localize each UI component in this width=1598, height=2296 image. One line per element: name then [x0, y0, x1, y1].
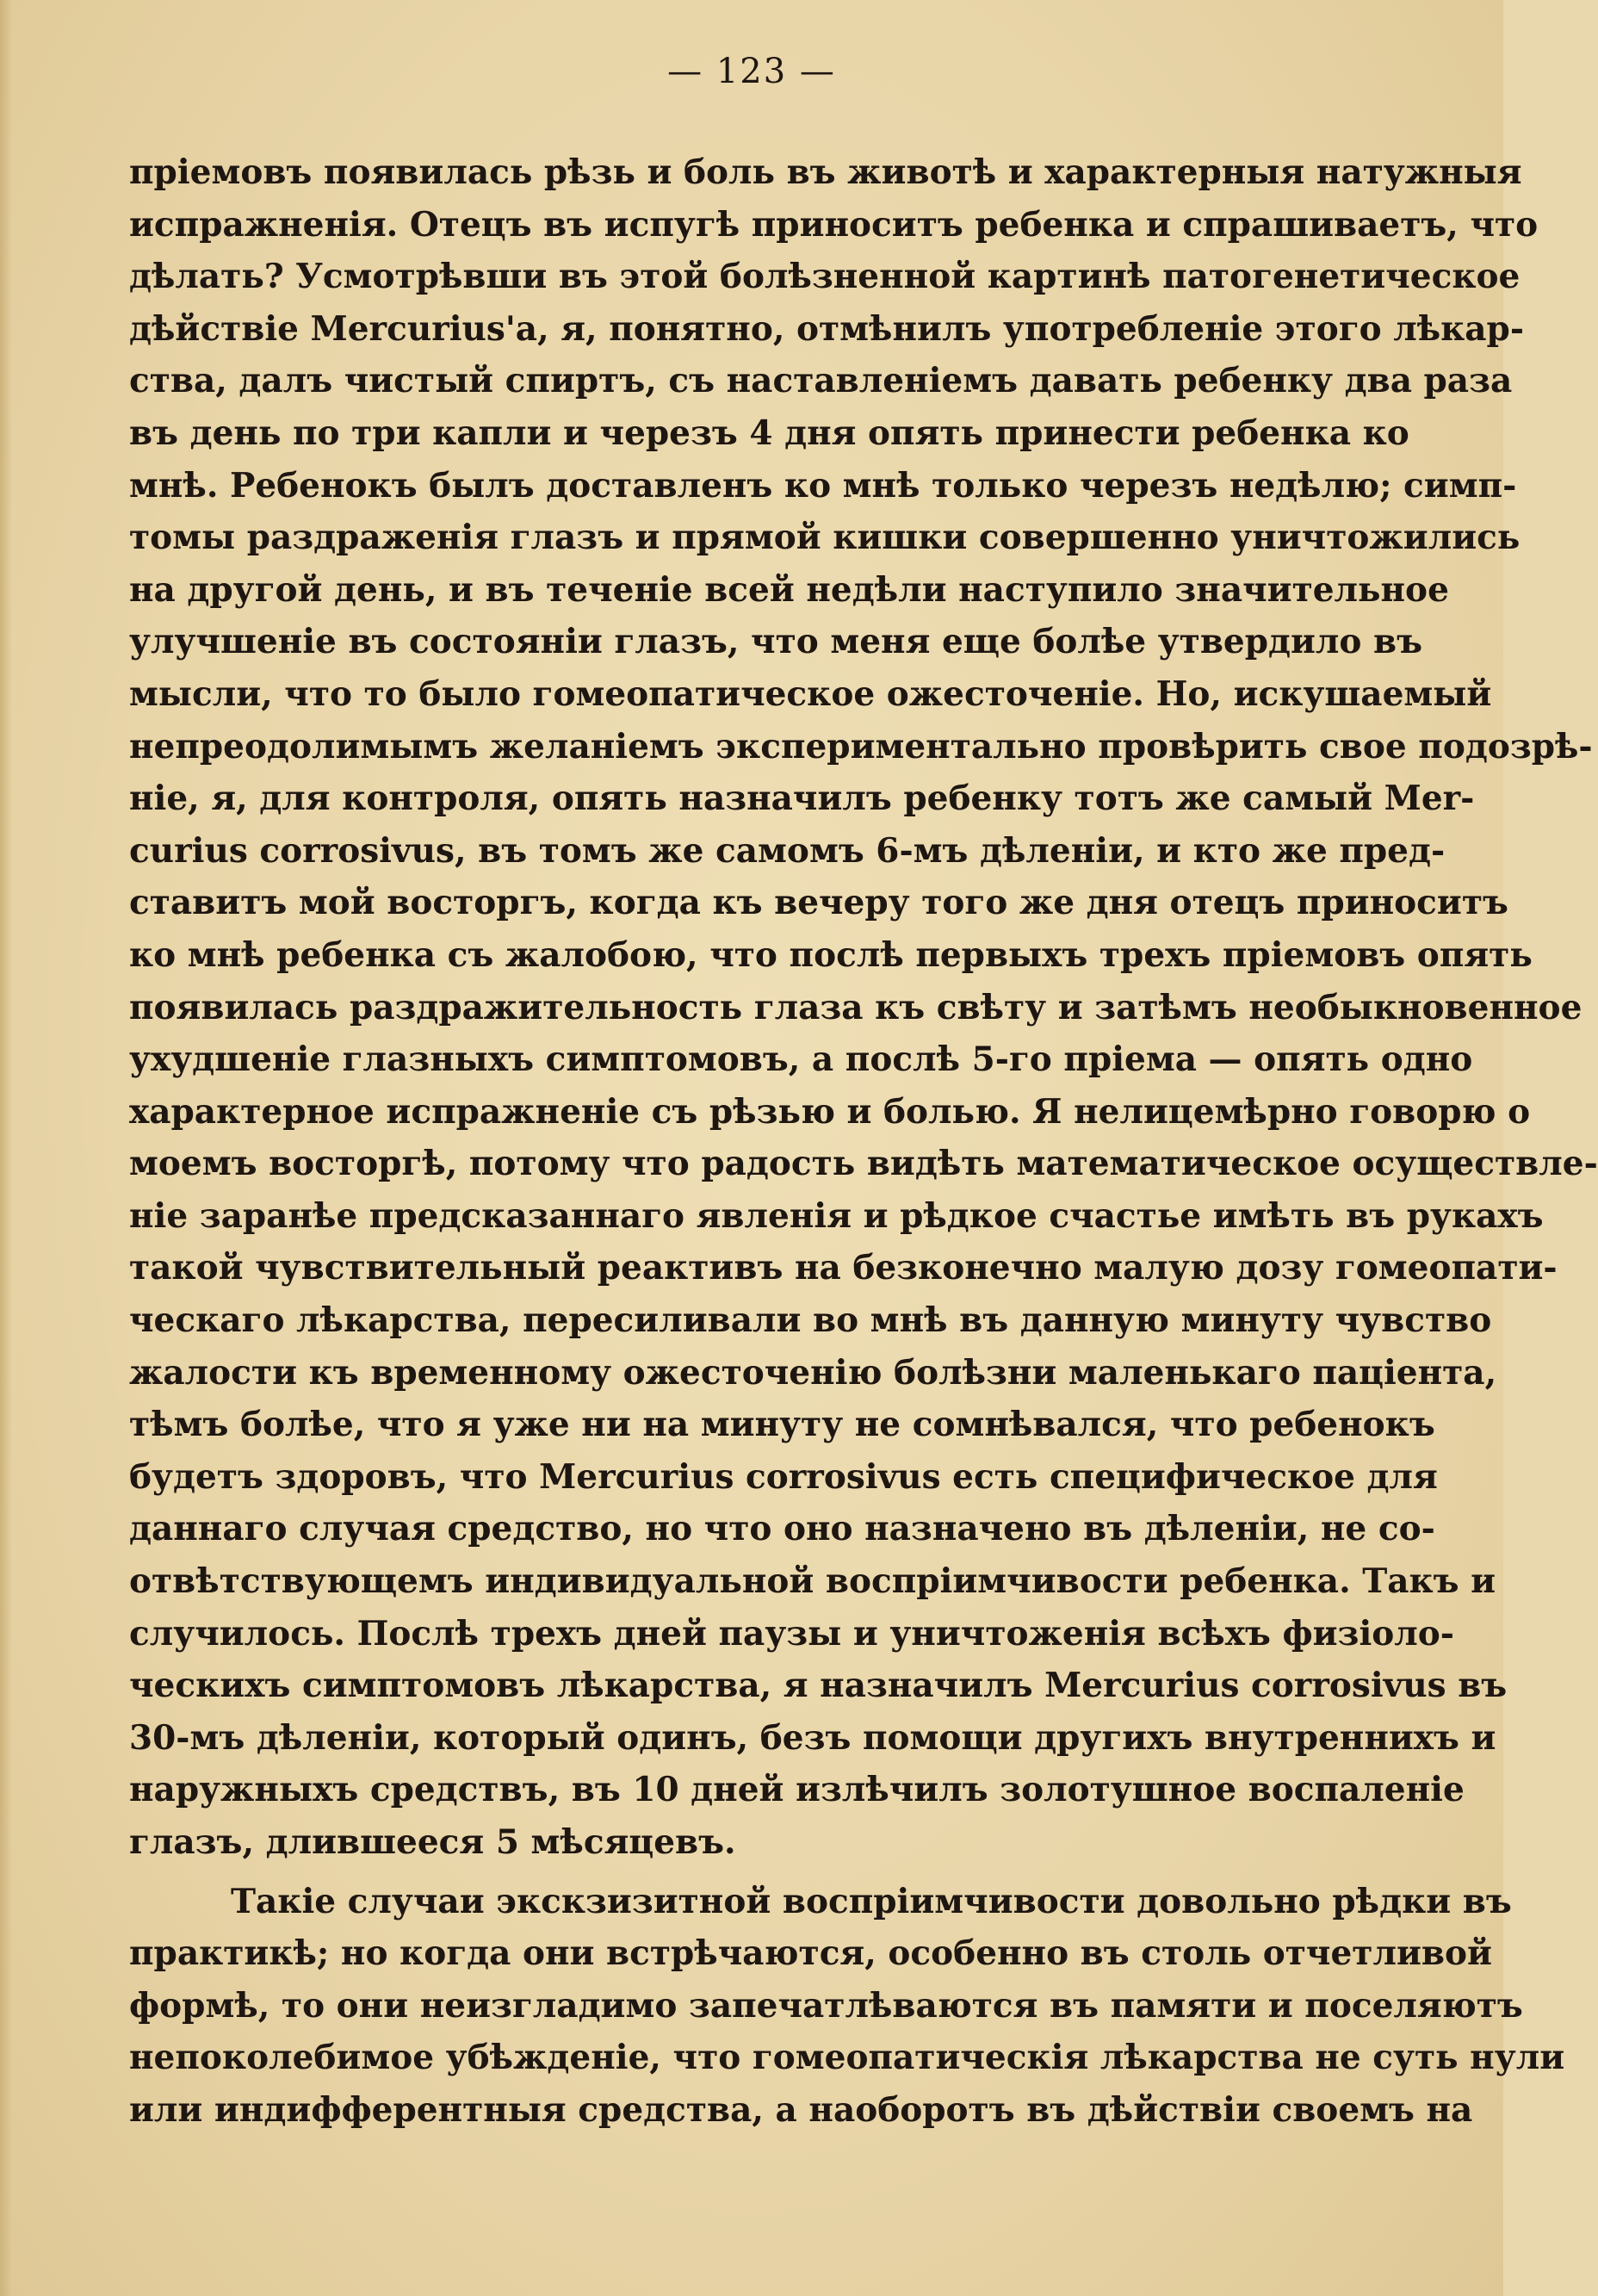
- text-line: ніе, я, для контроля, опять назначилъ ребенку тотъ же самый Mer-: [129, 779, 1475, 819]
- page-edge-shadow: [0, 0, 12, 2296]
- text-line: испражненія. Отецъ въ испугѣ приноситъ ребенка и спрашиваетъ, что: [129, 204, 1539, 245]
- text-line: ческихъ симптомовъ лѣкарства, я назначилъ Mercurius corrosivus въ: [129, 1666, 1508, 1706]
- text-line: ніе заранѣе предсказаннаго явленія и рѣдкое счастье имѣть въ рукахъ: [129, 1195, 1544, 1236]
- text-line: ства, далъ чистый спиртъ, съ наставленіемъ давать ребенку два раза: [129, 361, 1513, 401]
- text-line: въ день по три капли и черезъ 4 дня опять принести ребенка ко: [129, 413, 1409, 453]
- text-line: такой чувствительный реактивъ на безконечно малую дозу гомеопати-: [129, 1248, 1558, 1288]
- text-line: на другой день, и въ теченіе всей недѣли наступило значительное: [129, 569, 1449, 610]
- text-line: ухудшеніе глазныхъ симптомовъ, а послѣ 5-го пріема — опять одно: [129, 1039, 1473, 1080]
- text-line-indented: Такіе случаи экскзизитной воспріимчивости довольно рѣдки въ: [231, 1881, 1512, 1921]
- text-line: пріемовъ появилась рѣзь и боль въ животѣ и характерныя натужныя: [129, 152, 1522, 192]
- text-line: характерное испражненіе съ рѣзью и болью. Я нелицемѣрно говорю о: [129, 1091, 1531, 1132]
- page-number: — 123 —: [667, 52, 836, 91]
- text-line: ко мнѣ ребенка съ жалобою, что послѣ первыхъ трехъ пріемовъ опять: [129, 934, 1533, 975]
- text-line: моемъ восторгѣ, потому что радость видѣть математическое осуществле-: [129, 1144, 1598, 1184]
- text-line: ческаго лѣкарства, пересиливали во мнѣ въ данную минуту чувство: [129, 1300, 1492, 1341]
- text-line-last: глазъ, длившееся 5 мѣсяцевъ.: [129, 1822, 736, 1862]
- text-line: формѣ, то они неизгладимо запечатлѣваются въ памяти и поселяютъ: [129, 1985, 1523, 2026]
- text-line: непреодолимымъ желаніемъ экспериментально провѣрить свое подозрѣ-: [129, 726, 1593, 766]
- text-line: мнѣ. Ребенокъ былъ доставленъ ко мнѣ только черезъ недѣлю; симп-: [129, 465, 1517, 506]
- text-line: curius corrosivus, въ томъ же самомъ 6-мъ дѣленіи, и кто же пред-: [129, 830, 1446, 871]
- text-line: наружныхъ средствъ, въ 10 дней излѣчилъ золотушное воспаленіе: [129, 1770, 1465, 1810]
- text-line: или индифферентныя средства, а наоборотъ въ дѣйствіи своемъ на: [129, 2089, 1473, 2130]
- text-line: улучшеніе въ состояніи глазъ, что меня еще болѣе утвердило въ: [129, 622, 1423, 662]
- text-line: ставитъ мой восторгъ, когда къ вечеру того же дня отецъ приноситъ: [129, 883, 1508, 923]
- paragraph-1: [129, 146, 1598, 1869]
- text-line: дѣлать? Усмотрѣвши въ этой болѣзненной картинѣ патогенетическое: [129, 257, 1521, 297]
- text-line: 30-мъ дѣленіи, который одинъ, безъ помощи другихъ внутреннихъ и: [129, 1717, 1496, 1758]
- text-line: тѣмъ болѣе, что я уже ни на минуту не сомнѣвался, что ребенокъ: [129, 1405, 1435, 1445]
- paragraph-2: [129, 1876, 1565, 2137]
- text-line: даннаго случая средство, но что оно назначено въ дѣленіи, не со-: [129, 1509, 1435, 1549]
- text-line: дѣйствіе Mercurius'a, я, понятно, отмѣнилъ употребленіе этого лѣкар-: [129, 308, 1525, 349]
- text-line: практикѣ; но когда они встрѣчаются, особенно въ столь отчетливой: [129, 1933, 1492, 1974]
- text-line: будетъ здоровъ, что Mercurius corrosivus есть специфическое для: [129, 1456, 1438, 1497]
- text-line: появилась раздражительность глаза къ свѣту и затѣмъ необыкновенное: [129, 987, 1583, 1027]
- text-line: непоколебимое убѣжденіе, что гомеопатическія лѣкарства не суть нули: [129, 2038, 1565, 2078]
- body-text: [129, 146, 1598, 2137]
- text-line: мысли, что то было гомеопатическое ожесточеніе. Но, искушаемый: [129, 673, 1492, 714]
- text-line: жалости къ временному ожесточенію болѣзни маленькаго паціента,: [129, 1352, 1497, 1393]
- text-line: отвѣтствующемъ индивидуальной воспріимчивости ребенка. Такъ и: [129, 1561, 1496, 1602]
- text-line: томы раздраженія глазъ и прямой кишки совершенно уничтожились: [129, 518, 1521, 558]
- text-line: случилось. Послѣ трехъ дней паузы и уничтоженія всѣхъ физіоло-: [129, 1613, 1454, 1654]
